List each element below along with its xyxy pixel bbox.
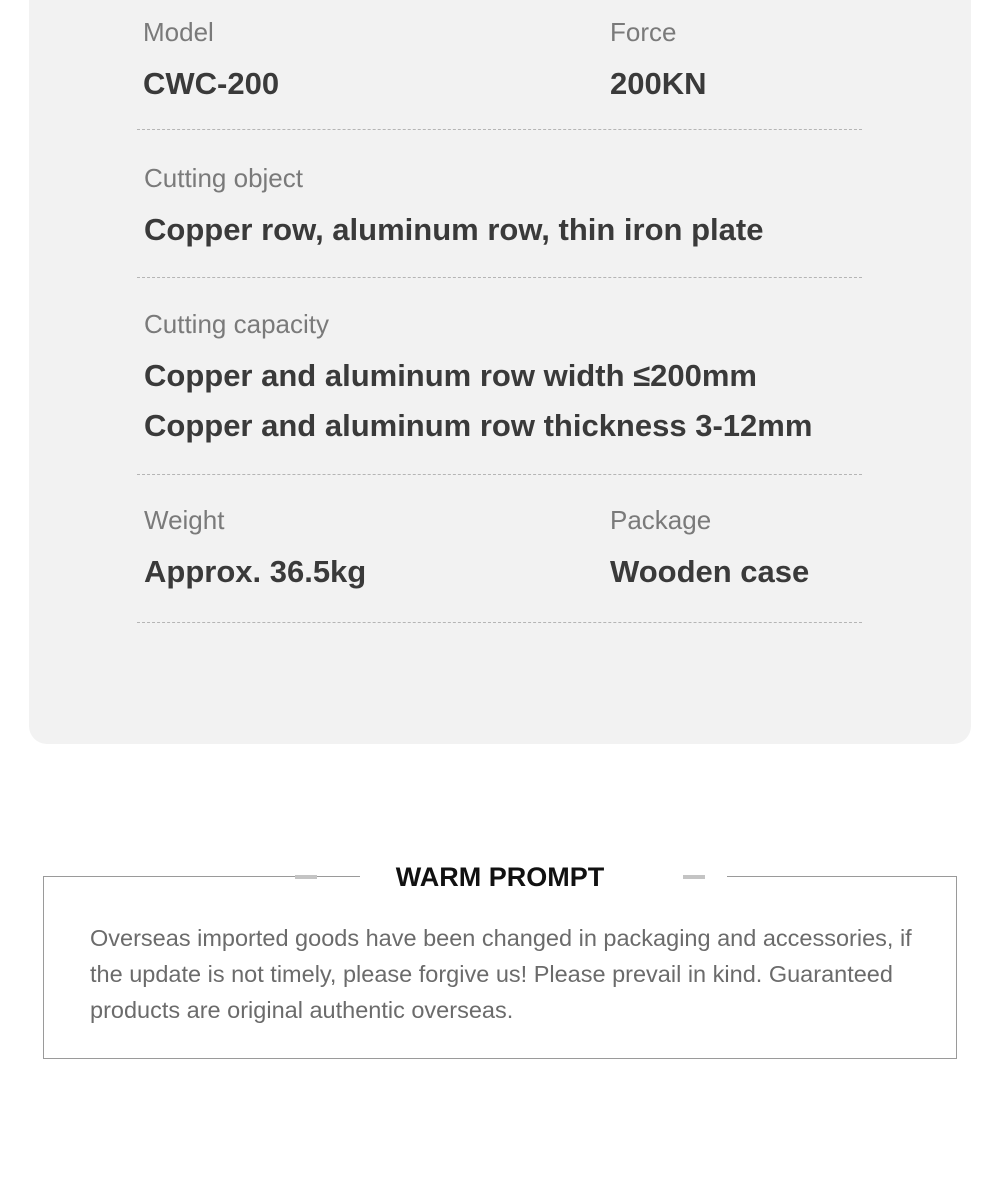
- row-divider: [137, 622, 862, 623]
- row-divider: [137, 129, 862, 130]
- force-value: 200KN: [610, 66, 707, 101]
- row-divider: [137, 474, 862, 475]
- cutting-capacity-line: Copper and aluminum row thickness 3-12mm: [144, 408, 813, 443]
- row-divider: [137, 277, 862, 278]
- package-label: Package: [610, 505, 712, 535]
- weight-label: Weight: [144, 505, 225, 535]
- warm-prompt-title: WARM PROMPT: [395, 862, 605, 892]
- cutting-object-label: Cutting object: [144, 163, 303, 193]
- cutting-capacity-label: Cutting capacity: [144, 309, 329, 339]
- model-value: CWC-200: [143, 66, 280, 101]
- model-label: Model: [143, 17, 214, 47]
- warm-prompt-text: Overseas imported goods have been changed in packaging and accessories, if the update is not timely, please forgive us! Please prevail in kind. Guaranteed products are original authentic overseas.: [90, 925, 912, 1023]
- package-value: Wooden case: [610, 554, 810, 589]
- weight-value: Approx. 36.5kg: [144, 554, 367, 589]
- cutting-capacity-line: Copper and aluminum row width ≤200mm: [144, 358, 757, 393]
- force-label: Force: [610, 17, 677, 47]
- cutting-object-value: Copper row, aluminum row, thin iron plate: [144, 212, 764, 247]
